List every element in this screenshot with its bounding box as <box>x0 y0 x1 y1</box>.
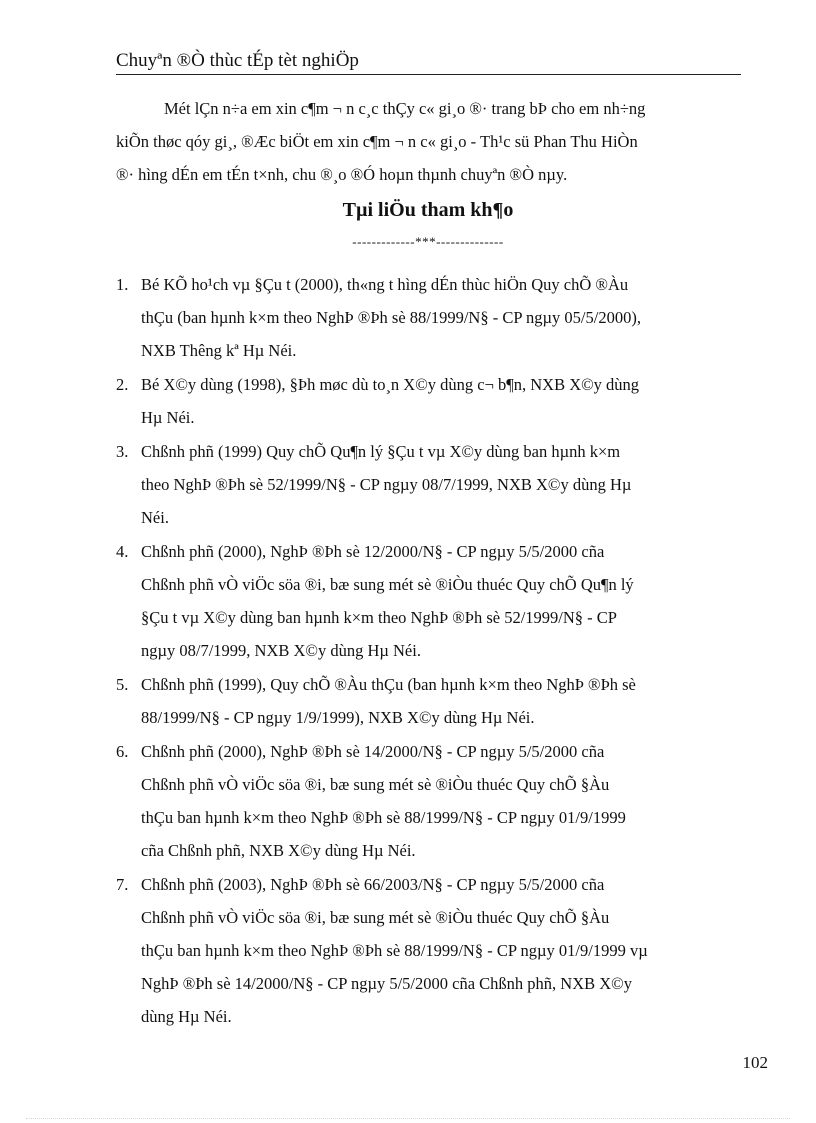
reference-line: §Çu t vµ X©y dùng ban hµnh k×m theo NghÞ ®Þh sè 52/1999/N§ - CP <box>141 608 617 627</box>
reference-item <box>116 735 740 867</box>
reference-number: 7. <box>116 875 129 894</box>
paragraph-line: ®· hìng dÉn em tÉn t×nh, chu ®¸o ®Ó hoµn thµnh chuyªn ®Ò nµy. <box>116 165 568 184</box>
reference-number: 1. <box>116 275 129 294</box>
references-title: Tµi liÖu tham kh¶o <box>342 199 514 221</box>
reference-item <box>116 668 740 734</box>
reference-line: ngµy 08/7/1999, NXB X©y dùng Hµ Néi. <box>141 641 421 660</box>
reference-line: Chßnh phñ (1999), Quy chÕ ®Àu thÇu (ban hµnh k×m theo NghÞ ®Þh sè <box>141 675 636 694</box>
reference-line: theo NghÞ ®Þh sè 52/1999/N§ - CP ngµy 08/7/1999, NXB X©y dùng Hµ <box>141 475 632 494</box>
header-rule <box>116 74 741 75</box>
reference-item <box>116 868 740 1033</box>
reference-line: thÇu ban hµnh k×m theo NghÞ ®Þh sè 88/1999/N§ - CP ngµy 01/9/1999 <box>141 808 626 827</box>
reference-number: 6. <box>116 742 129 761</box>
reference-number: 3. <box>116 442 129 461</box>
reference-line: thÇu ban hµnh k×m theo NghÞ ®Þh sè 88/1999/N§ - CP ngµy 01/9/1999 vµ <box>141 941 648 960</box>
reference-line: Bé X©y dùng (1998), §Þh møc dù to¸n X©y dùng c¬ b¶n, NXB X©y dùng <box>141 375 640 394</box>
section-divider: -------------***-------------- <box>352 234 504 249</box>
reference-line: Hµ Néi. <box>141 408 195 427</box>
reference-line: Chßnh phñ (2003), NghÞ ®Þh sè 66/2003/N§ - CP ngµy 5/5/2000 cña <box>141 875 605 894</box>
reference-number: 5. <box>116 675 129 694</box>
reference-item <box>116 368 740 434</box>
paragraph-line: Mét lÇn n÷a em xin c¶m ¬ n c¸c thÇy c« gi¸o ®· trang bÞ cho em nh÷ng <box>164 99 646 118</box>
reference-line: NghÞ ®Þh sè 14/2000/N§ - CP ngµy 5/5/2000 cña Chßnh phñ, NXB X©y <box>141 974 632 993</box>
reference-line: Chßnh phñ vÒ viÖc söa ®i, bæ sung mét sè ®iÒu thuéc Quy chÕ §Àu <box>141 908 610 927</box>
reference-line: Néi. <box>141 508 169 527</box>
reference-list <box>116 268 740 1034</box>
reference-line: cña Chßnh phñ, NXB X©y dùng Hµ Néi. <box>141 841 416 860</box>
reference-line: Chßnh phñ (2000), NghÞ ®Þh sè 12/2000/N§ - CP ngµy 5/5/2000 cña <box>141 542 605 561</box>
reference-line: Chßnh phñ (2000), NghÞ ®Þh sè 14/2000/N§ - CP ngµy 5/5/2000 cña <box>141 742 605 761</box>
reference-line: Chßnh phñ vÒ viÖc söa ®i, bæ sung mét sè ®iÒu thuéc Quy chÕ §Àu <box>141 775 610 794</box>
page-number: 102 <box>742 1053 768 1072</box>
reference-number: 4. <box>116 542 129 561</box>
reference-line: NXB Thêng kª Hµ Néi. <box>141 341 297 360</box>
reference-line: dùng Hµ Néi. <box>141 1007 232 1026</box>
reference-number: 2. <box>116 375 129 394</box>
reference-line: Bé KÕ ho¹ch vµ §Çu t (2000), th«ng t hìng dÉn thùc hiÖn Quy chÕ ®Àu <box>141 275 629 294</box>
reference-line: Chßnh phñ (1999) Quy chÕ Qu¶n lý §Çu t vµ X©y dùng ban hµnh k×m <box>141 442 621 461</box>
running-header: Chuyªn ®Ò thùc tÉp tèt nghiÖp <box>116 50 359 71</box>
reference-line: 88/1999/N§ - CP ngµy 1/9/1999), NXB X©y dùng Hµ Néi. <box>141 708 535 727</box>
paragraph-line: kiÕn thøc qóy gi¸, ®Æc biÖt em xin c¶m ¬ n c« gi¸o - Th¹c sü Phan Thu HiÒn <box>116 132 638 151</box>
reference-item <box>116 268 740 367</box>
page-bottom-edge <box>26 1118 790 1119</box>
reference-item <box>116 535 740 667</box>
reference-line: Chßnh phñ vÒ viÖc söa ®i, bæ sung mét sè ®iÒu thuéc Quy chÕ Qu¶n lý <box>141 575 634 594</box>
acknowledgement-paragraph <box>116 92 740 191</box>
reference-item <box>116 435 740 534</box>
reference-line: thÇu (ban hµnh k×m theo NghÞ ®Þh sè 88/1999/N§ - CP ngµy 05/5/2000), <box>141 308 641 327</box>
